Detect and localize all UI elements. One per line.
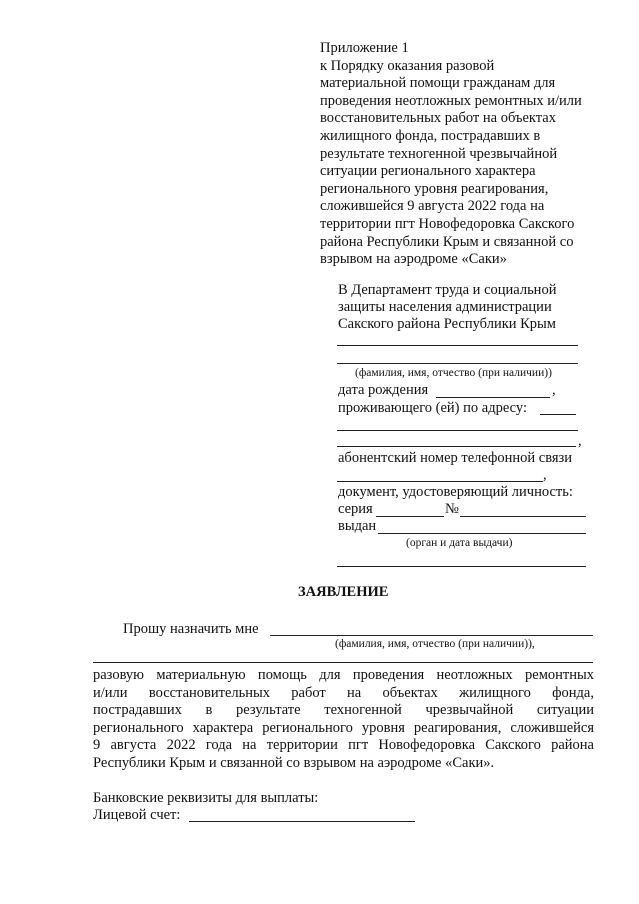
request-name-field[interactable] xyxy=(270,635,593,636)
appendix-line: взрывом на аэродроме «Саки» xyxy=(320,251,507,268)
statement-body-line: 9 августа 2022 года на территории пгт Новофедоровка Сакского района xyxy=(93,737,594,754)
series-field[interactable] xyxy=(376,516,444,517)
identity-document-label: документ, удостоверяющий личность: xyxy=(338,484,573,500)
statement-title: ЗАЯВЛЕНИЕ xyxy=(298,584,389,600)
addressee-line-2: защиты населения администрации xyxy=(338,299,552,315)
request-name-caption: (фамилия, имя, отчество (при наличии)), xyxy=(335,638,535,650)
applicant-name-field-1[interactable] xyxy=(337,345,578,346)
addressee-line-1: В Департамент труда и социальной xyxy=(338,282,557,298)
address-field-2[interactable] xyxy=(337,430,578,431)
bank-details-label: Банковские реквизиты для выплаты: xyxy=(93,790,319,806)
appendix-line: результате техногенной чрезвычайной xyxy=(320,145,558,162)
appendix-line: регионального уровня реагирования, xyxy=(320,180,549,197)
birth-date-label: дата рождения xyxy=(338,382,429,398)
account-field[interactable] xyxy=(189,821,415,822)
applicant-name-field-2[interactable] xyxy=(337,363,578,364)
appendix-line: сложившейся 9 августа 2022 года на xyxy=(320,198,545,215)
address-label: проживающего (ей) по адресу: xyxy=(338,400,527,416)
appendix-line: восстановительных работ на объектах xyxy=(320,110,556,127)
appendix-line: Приложение 1 xyxy=(320,40,409,56)
issued-caption: (орган и дата выдачи) xyxy=(406,537,513,549)
issued-label: выдан xyxy=(338,518,377,534)
address-field-1[interactable] xyxy=(540,414,576,415)
applicant-name-caption: (фамилия, имя, отчество (при наличии)) xyxy=(355,367,552,379)
request-name-field-2[interactable] xyxy=(93,662,593,663)
appendix-line: материальной помощи гражданам для xyxy=(320,75,556,92)
statement-body-line: разовую материальную помощь для проведения неотложных ремонтных xyxy=(93,667,594,683)
appendix-line: территории пгт Новофедоровка Сакского xyxy=(320,215,575,232)
address-field-3[interactable] xyxy=(337,446,576,447)
issued-field-1[interactable] xyxy=(378,533,586,534)
number-field[interactable] xyxy=(460,516,586,517)
statement-body-line: и/или восстановительных работ на объектах жилищного фонда, xyxy=(93,684,594,701)
appendix-line: к Порядку оказания разовой xyxy=(320,57,495,74)
birth-date-field[interactable] xyxy=(436,397,550,398)
statement-body-last-line: Республики Крым и связанной со взрывом на аэродроме «Саки». xyxy=(93,754,495,771)
addressee-line-3: Сакского района Республики Крым xyxy=(338,316,556,332)
appendix-line: жилищного фонда, пострадавших в xyxy=(320,127,541,144)
address-comma: , xyxy=(578,433,582,449)
account-label: Лицевой счет: xyxy=(93,807,181,823)
phone-label: абонентский номер телефонной связи xyxy=(338,450,573,466)
birth-date-comma: , xyxy=(552,382,556,398)
appendix-line: района Республики Крым и связанной со xyxy=(320,233,574,250)
issued-field-2[interactable] xyxy=(337,566,586,567)
request-label: Прошу назначить мне xyxy=(123,621,259,637)
phone-comma: , xyxy=(543,467,547,483)
appendix-line: ситуации регионального характера xyxy=(320,163,536,180)
appendix-block xyxy=(320,40,582,269)
number-label: № xyxy=(445,501,459,517)
statement-body xyxy=(93,667,594,773)
appendix-line: проведения неотложных ремонтных и/или xyxy=(320,92,582,109)
statement-body-line: регионального характера регионального уровня реагирования, сложившейся xyxy=(93,719,594,736)
phone-field[interactable] xyxy=(337,481,543,482)
statement-body-line: пострадавших в результате техногенной чрезвычайной ситуации xyxy=(93,702,594,719)
series-label: серия xyxy=(338,501,373,517)
